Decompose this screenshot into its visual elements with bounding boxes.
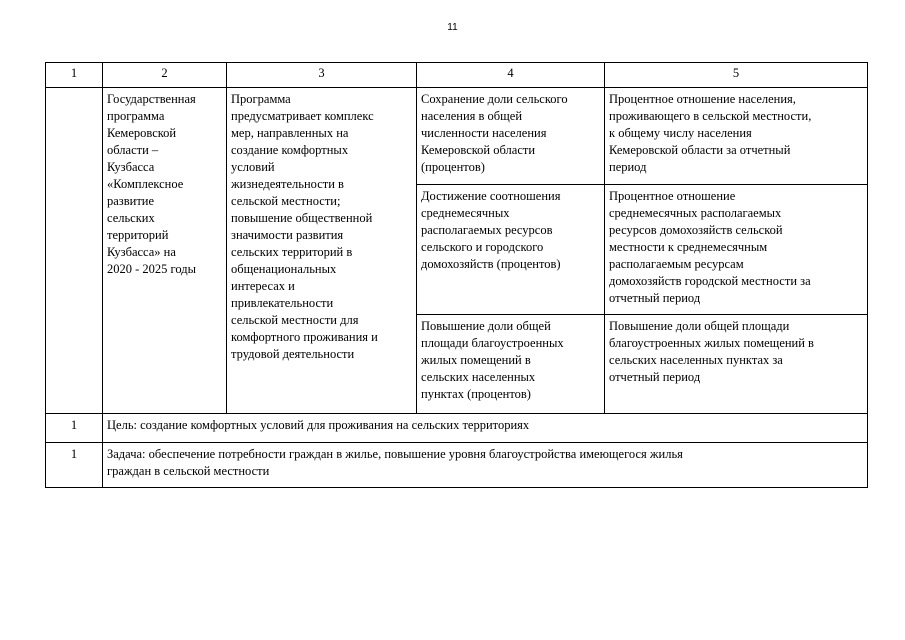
program-num-cell xyxy=(46,88,103,414)
header-cell-1: 1 xyxy=(46,63,103,88)
goal-text: Цель: создание комфортных условий для проживания на сельских территориях xyxy=(107,418,530,432)
header-cell-4: 4 xyxy=(417,63,605,88)
task-text: Задача: обеспечение потребности граждан в жилье, повышение уровня благоустройства имеющегося жилья граждан в сельской местности xyxy=(107,447,683,478)
goal-num-cell: 1 xyxy=(46,414,103,443)
header-cell-5: 5 xyxy=(605,63,868,88)
indicator-name: Достижение соотношения среднемесячных располагаемых ресурсов сельского и городского домохозяйств (процентов) xyxy=(421,189,561,271)
program-name-cell xyxy=(103,88,227,414)
indicator-method-cell xyxy=(605,185,868,315)
indicator-name: Сохранение доли сельского населения в общей численности населения Кемеровской области (процентов) xyxy=(421,92,568,174)
goal-text-cell xyxy=(103,414,868,443)
indicator-name-cell xyxy=(417,185,605,315)
header-cell-2: 2 xyxy=(103,63,227,88)
task-text-cell xyxy=(103,443,868,488)
table-header-row xyxy=(46,63,868,88)
indicator-method-cell xyxy=(605,315,868,414)
program-name: Государственная программа Кемеровской области – Кузбасса «Комплексное развитие сельских территорий Кузбасса» на 2020 - 2025 годы xyxy=(107,92,197,276)
task-row xyxy=(46,443,868,488)
task-num-cell: 1 xyxy=(46,443,103,488)
page-number: 11 xyxy=(447,22,458,33)
indicator-method: Процентное отношение среднемесячных располагаемых ресурсов домохозяйств сельской местности к среднемесячным располагаемым ресурсам домохозяйств городской местности за отчетный период xyxy=(609,189,811,305)
indicator-method: Процентное отношение населения, проживающего в сельской местности, к общему числу населения Кемеровской области за отчетный период xyxy=(609,92,812,174)
indicators-table xyxy=(45,62,868,488)
program-description-cell xyxy=(227,88,417,414)
indicator-method: Повышение доли общей площади благоустроенных жилых помещений в сельских населенных пунктах за отчетный период xyxy=(609,319,814,384)
indicator-name-cell xyxy=(417,315,605,414)
goal-row xyxy=(46,414,868,443)
program-description: Программа предусматривает комплекс мер, направленных на создание комфортных условий жизнедеятельности в сельской местности; повышение общественной значимости развития сельских территорий в общенациональных интересах и привлекательности сельской местности для комфортного проживания и трудовой деятельности xyxy=(231,92,378,361)
table-row xyxy=(46,88,868,185)
header-cell-3: 3 xyxy=(227,63,417,88)
indicator-name: Повышение доли общей площади благоустроенных жилых помещений в сельских населенных пунктах (процентов) xyxy=(421,319,564,401)
indicator-name-cell xyxy=(417,88,605,185)
indicator-method-cell xyxy=(605,88,868,185)
